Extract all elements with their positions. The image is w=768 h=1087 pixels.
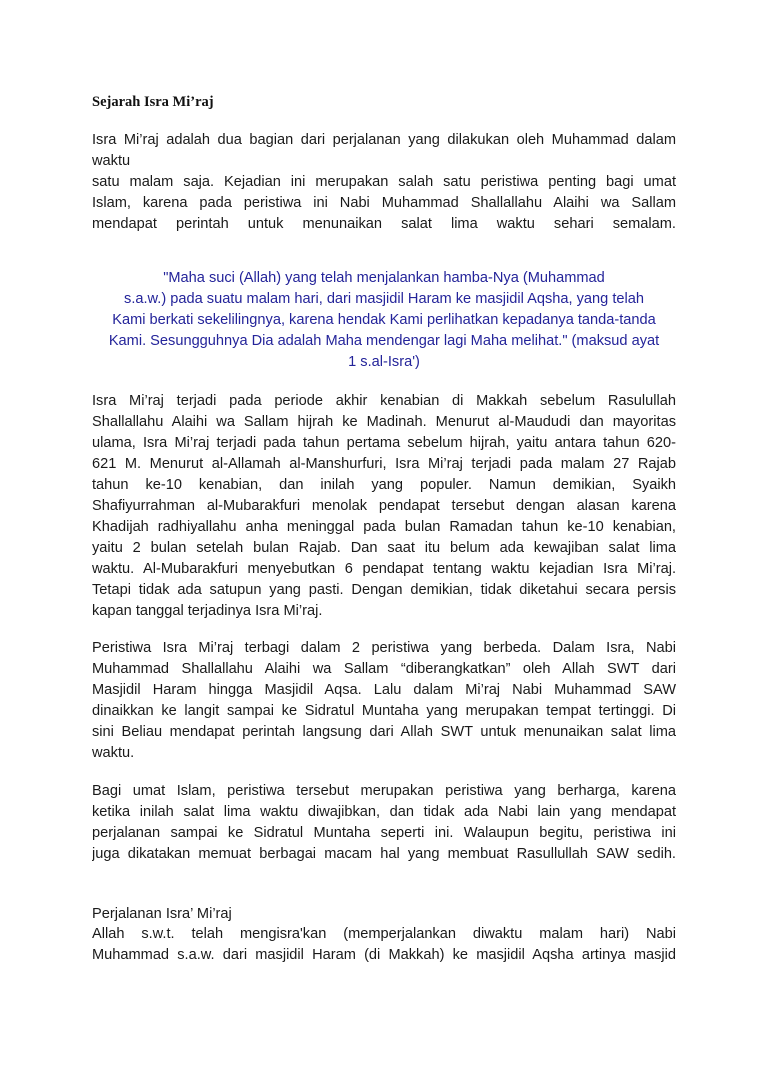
intro-line: Isra Mi’raj adalah dua bagian dari perjalanan yang dilakukan oleh Muhammad dalam [92,132,676,148]
paragraph-line: dinaikkan ke langit sampai ke Sidratul Muntaha yang merupakan tempat tertinggi. Di [92,703,676,719]
section-heading: Perjalanan Isra’ Mi’raj [92,906,232,922]
intro-line: waktu [92,153,131,169]
paragraph-line: waktu. Al-Mubarakfuri menyebutkan 6 pendapat tentang waktu kejadian Isra Mi’raj. [92,561,676,577]
quote-line: s.a.w.) pada suatu malam hari, dari masjidil Haram ke masjidil Aqsha, yang telah [124,291,644,307]
paragraph-line: Allah s.w.t. telah mengisra'kan (memperjalankan diwaktu malam hari) Nabi [92,926,676,942]
paragraph-line: Shallallahu Alaihi wa Sallam hijrah ke Madinah. Menurut al-Maududi dan mayoritas [92,414,676,430]
paragraph-line: Muhammad Shallallahu Alaihi wa Sallam “diberangkatkan” oleh Allah SWT dari [92,661,676,677]
paragraph-line: sini Beliau mendapat perintah langsung dari Allah SWT untuk menunaikan salat lima [92,724,676,740]
quote-line: Kami berkati sekelilingnya, karena hendak Kami perlihatkan kepadanya tanda-tanda [112,312,656,328]
paragraph-line: Peristiwa Isra Mi’raj terbagi dalam 2 peristiwa yang berbeda. Dalam Isra, Nabi [92,640,676,656]
paragraph-line: Tetapi tidak ada satupun yang pasti. Dengan demikian, tidak diketahui secara persis [92,582,676,598]
paragraph-line: tahun ke-10 kenabian, dan inilah yang populer. Namun demikian, Syaikh [92,477,676,493]
intro-line: Islam, karena pada peristiwa ini Nabi Muhammad Shallallahu Alaihi wa Sallam [92,195,676,211]
paragraph-line: 621 M. Menurut al-Allamah al-Manshurfuri, Isra Mi’raj terjadi pada malam 27 Rajab [92,456,676,472]
quote-line: 1 s.al-Isra') [348,354,420,370]
paragraph-line: Bagi umat Islam, peristiwa tersebut merupakan peristiwa yang berharga, karena [92,783,676,799]
paragraph-line: juga dikatakan memuat berbagai macam hal yang membuat Rasullullah SAW sedih. [92,846,676,862]
paragraph-line: perjalanan sampai ke Sidratul Muntaha seperti ini. Walaupun begitu, peristiwa ini [92,825,676,841]
paragraph-line: Shafiyurrahman al-Mubarakfuri menolak pendapat tersebut dengan alasan karena [92,498,676,514]
intro-line: mendapat perintah untuk menunaikan salat lima waktu sehari semalam. [92,216,676,232]
quote-line: "Maha suci (Allah) yang telah menjalankan hamba-Nya (Muhammad [163,270,605,286]
intro-line: satu malam saja. Kejadian ini merupakan salah satu peristiwa penting bagi umat [92,174,676,190]
paragraph-line: ulama, Isra Mi’raj terjadi pada tahun pertama sebelum hijrah, yaitu antara tahun 620- [92,435,676,451]
quote-line: Kami. Sesungguhnya Dia adalah Maha mendengar lagi Maha melihat." (maksud ayat [108,333,660,349]
paragraph-line: Khadijah radhiyallahu anha meninggal pada bulan Ramadan tahun ke-10 kenabian, [92,519,676,535]
paragraph-line: Isra Mi’raj terjadi pada periode akhir kenabian di Makkah sebelum Rasulullah [92,393,676,409]
paragraph-line: Masjidil Haram hingga Masjidil Aqsa. Lalu dalam Mi’raj Nabi Muhammad SAW [92,682,676,698]
paragraph-line: kapan tanggal terjadinya Isra Mi’raj. [92,603,323,619]
document-title: Sejarah Isra Mi’raj [92,94,214,110]
paragraph-line: ketika inilah salat lima waktu diwajibkan, dan tidak ada Nabi lain yang mendapat [92,804,676,820]
paragraph-line: Muhammad s.a.w. dari masjidil Haram (di Makkah) ke masjidil Aqsha artinya masjid [92,947,676,963]
paragraph-line: waktu. [92,745,135,761]
paragraph-line: yaitu 2 bulan setelah bulan Rajab. Dan saat itu belum ada kewajiban salat lima [92,540,676,556]
